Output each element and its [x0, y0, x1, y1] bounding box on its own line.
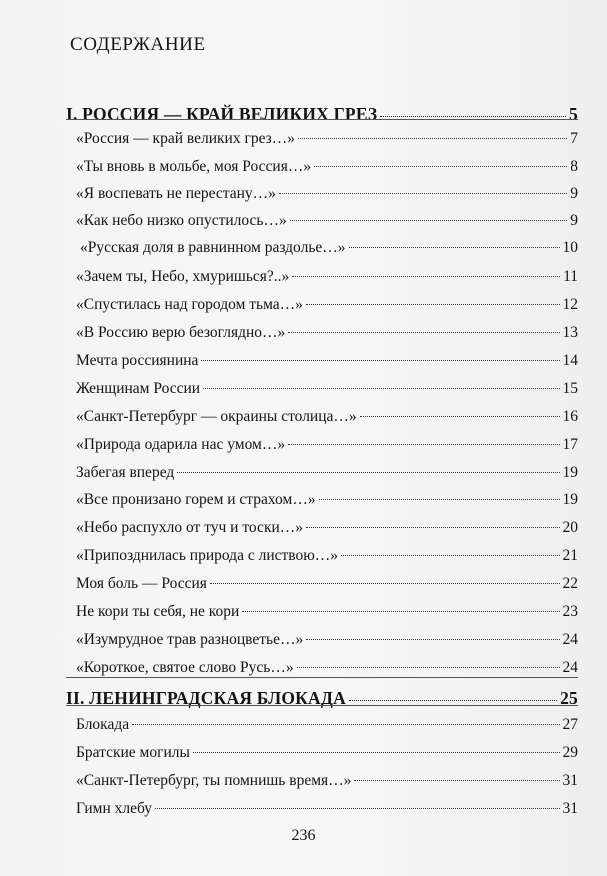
toc-entry-page: 12: [562, 296, 578, 313]
toc-entry-title: «Санкт-Петербург — окраины столица…»: [76, 408, 357, 425]
dot-leader: [288, 332, 559, 333]
toc-entry: [76, 268, 578, 286]
toc-entry: [76, 212, 578, 230]
toc-entry-title: «Спустилась над городом тьма…»: [76, 296, 303, 313]
dot-leader: [210, 583, 560, 584]
toc-entry: [76, 659, 578, 677]
toc-entry: [76, 380, 578, 398]
toc-entry: [76, 744, 578, 762]
dot-leader: [306, 527, 559, 528]
toc-entry-page: 17: [562, 436, 578, 453]
dot-leader: [349, 247, 560, 248]
toc-entry-page: 31: [562, 772, 578, 789]
toc-entry: [76, 547, 578, 565]
dot-leader: [297, 667, 560, 668]
toc-entry-page: 13: [562, 324, 578, 341]
dot-leader: [203, 388, 559, 389]
toc-entry: [76, 436, 578, 454]
toc-entry-title: Мечта россиянина: [76, 352, 199, 369]
dot-leader: [380, 116, 566, 117]
toc-entry-page: 9: [570, 185, 578, 202]
toc-entry-title: Гимн хлебу: [76, 800, 153, 817]
dot-leader: [132, 724, 559, 725]
toc-entry: [76, 716, 578, 734]
toc-entry: [76, 296, 578, 314]
dot-leader: [290, 220, 568, 221]
toc-entry-title: «Небо распухло от туч и тоски…»: [76, 519, 304, 536]
dot-leader: [201, 360, 559, 361]
dot-leader: [360, 416, 560, 417]
toc-entry: [76, 352, 578, 370]
toc-entry-page: 20: [562, 519, 578, 536]
dot-leader: [279, 193, 567, 194]
toc-entry-title: «Припозднилась природа с листвою…»: [76, 547, 339, 564]
toc-entry: [76, 158, 578, 176]
toc-entry-page: 29: [562, 744, 578, 761]
dot-leader: [354, 780, 559, 781]
dot-leader: [193, 752, 560, 753]
toc-entry-title: «Изумрудное трав разноцветье…»: [76, 631, 304, 648]
toc-entry: [80, 239, 578, 257]
toc-entry-page: 9: [570, 212, 578, 229]
divider-rule: [66, 677, 578, 678]
toc-entry: [76, 519, 578, 537]
dot-leader: [341, 555, 559, 556]
toc-entry-page: 27: [562, 716, 578, 733]
toc-entry-title: Блокада: [76, 716, 130, 733]
toc-section: [66, 104, 578, 125]
toc-entry-page: 21: [562, 547, 578, 564]
toc-entry: [76, 324, 578, 342]
dot-leader: [292, 276, 560, 277]
toc-entry-title: «Я воспевать не перестану…»: [76, 185, 276, 202]
page-title: СОДЕРЖАНИЕ: [70, 34, 206, 55]
toc-entry-page: 5: [569, 104, 578, 124]
toc-entry-title: «Как небо низко опустилось…»: [76, 212, 287, 229]
dot-leader: [319, 499, 560, 500]
toc-entry: [76, 185, 578, 203]
toc-entry-title: «Зачем ты, Небо, хмуришься?..»: [76, 268, 290, 285]
toc-entry: [76, 464, 578, 482]
toc-entry-title: Забегая вперед: [76, 464, 175, 481]
toc-entry-title: «Короткое, святое слово Русь…»: [76, 659, 294, 676]
dot-leader: [288, 444, 559, 445]
toc-entry-page: 15: [562, 380, 578, 397]
toc-entry-page: 16: [562, 408, 578, 425]
dot-leader: [306, 639, 559, 640]
toc-entry: [76, 408, 578, 426]
toc-entry-title: «Русская доля в равнинном раздолье…»: [80, 239, 346, 256]
toc-entry-page: 11: [563, 268, 578, 285]
dot-leader: [242, 611, 559, 612]
toc-entry-title: Моя боль — Россия: [76, 575, 207, 592]
toc-entry-page: 24: [562, 631, 578, 648]
toc-entry-title: Женщинам России: [76, 380, 201, 397]
toc-entry: [76, 631, 578, 649]
toc-entry: [76, 800, 578, 818]
toc-entry-title: «Природа одарила нас умом…»: [76, 436, 286, 453]
dot-leader: [177, 472, 559, 473]
divider-rule: [66, 705, 578, 706]
toc-entry: [76, 491, 578, 509]
toc-entry-page: 19: [562, 464, 578, 481]
dot-leader: [155, 808, 559, 809]
toc-entry-title: «Россия — край великих грез…»: [76, 130, 296, 147]
toc-entry-page: 23: [562, 603, 578, 620]
toc-entry-page: 8: [570, 158, 578, 175]
toc-entry-page: 14: [562, 352, 578, 369]
toc-entry-title: «Санкт-Петербург, ты помнишь время…»: [76, 772, 352, 789]
toc-entry: [76, 575, 578, 593]
page-number: 236: [291, 827, 316, 844]
toc-entry-page: 7: [570, 130, 578, 147]
dot-leader: [349, 700, 557, 701]
toc-entry-page: 19: [562, 491, 578, 508]
divider-rule: [66, 119, 578, 120]
toc-entry-page: 10: [562, 239, 578, 256]
dot-leader: [298, 138, 567, 139]
toc-entry: [76, 130, 578, 148]
toc-entry-title: «В Россию верю безоглядно…»: [76, 324, 286, 341]
toc-entry-title: «Ты вновь в мольбе, моя Россия…»: [76, 158, 312, 175]
toc-entry-title: «Все пронизано горем и страхом…»: [76, 491, 316, 508]
toc-entry-title: Братские могилы: [76, 744, 190, 761]
toc-entry-page: 22: [562, 575, 578, 592]
toc-entry-page: 25: [560, 688, 578, 708]
toc-entry-page: 24: [562, 659, 578, 676]
toc-entry: [76, 772, 578, 790]
toc-entry: [76, 603, 578, 621]
toc-entry-title: I. РОССИЯ — КРАЙ ВЕЛИКИХ ГРЕЗ: [66, 104, 378, 124]
dot-leader: [306, 304, 560, 305]
toc-entry-title: Не кори ты себя, не кори: [76, 603, 240, 620]
toc-entry-title: II. ЛЕНИНГРАДСКАЯ БЛОКАДА: [66, 688, 346, 708]
dot-leader: [314, 166, 567, 167]
toc-entry-page: 31: [562, 800, 578, 817]
